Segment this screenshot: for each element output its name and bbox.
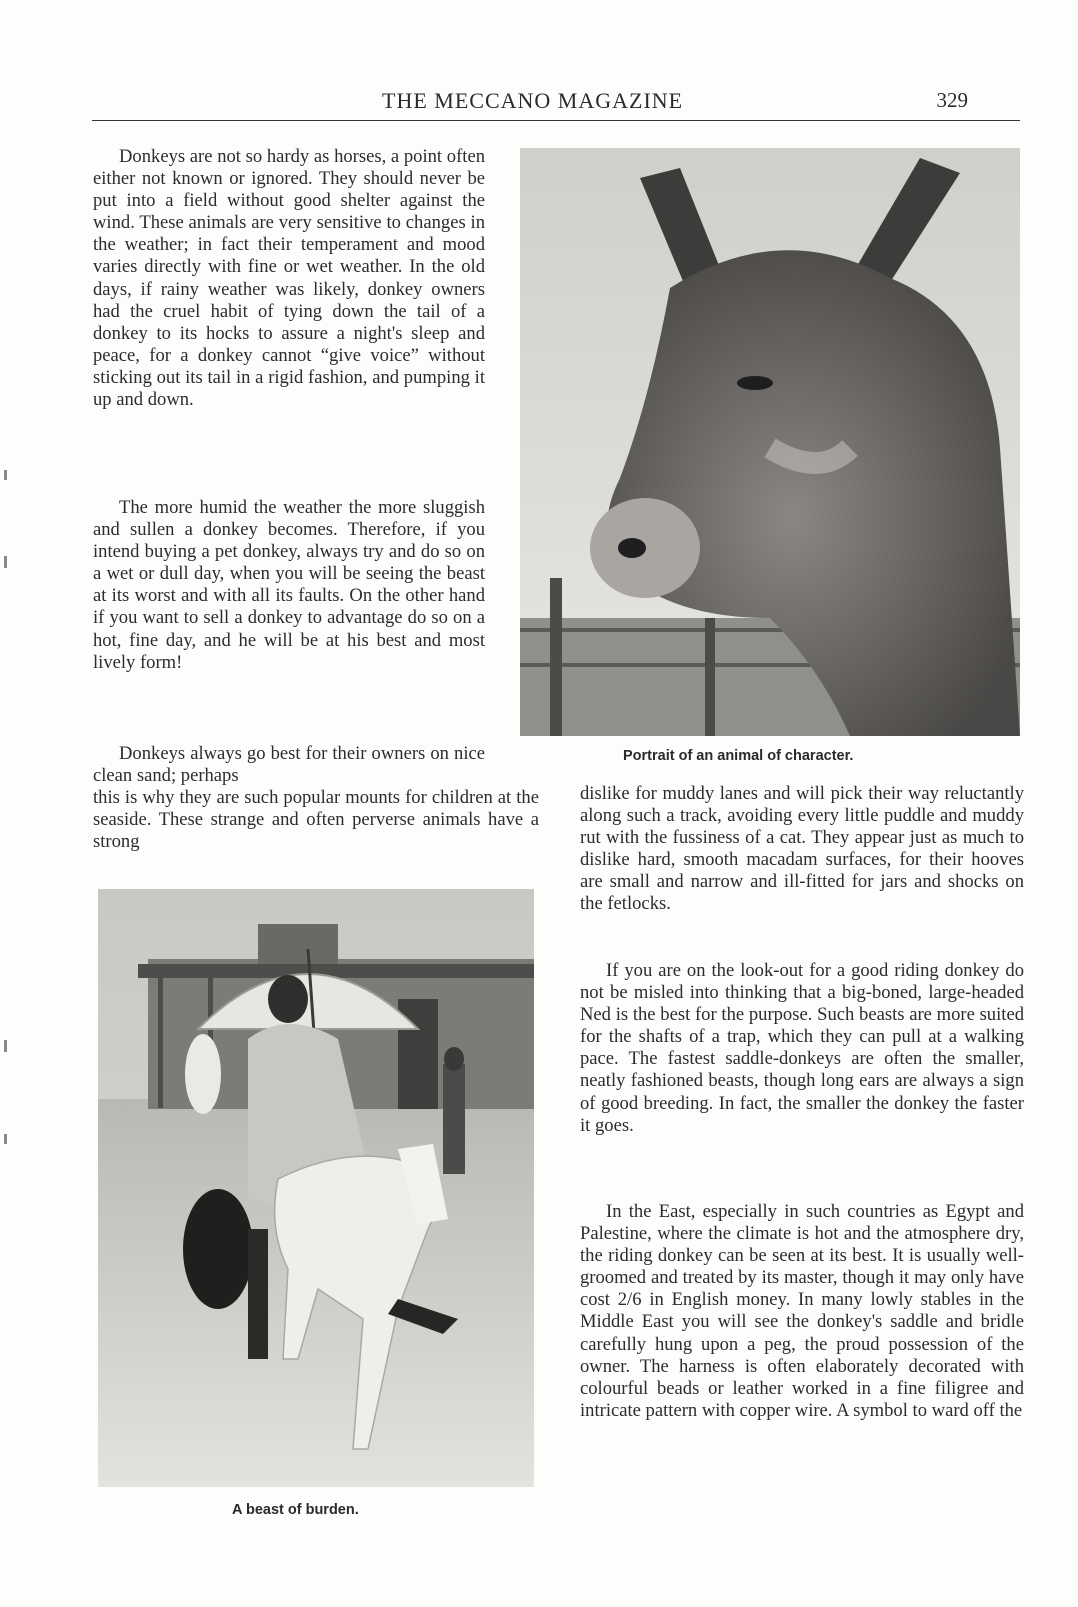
article-paragraph-3-start: Donkeys always go best for their owners on nice clean sand; perhaps <box>93 743 485 787</box>
page-edge-mark <box>4 1040 7 1052</box>
magazine-title: THE MECCANO MAGAZINE <box>382 88 684 113</box>
figure-caption-burden: A beast of burden. <box>232 1502 359 1518</box>
figure-caption-portrait: Portrait of an animal of character. <box>623 748 854 764</box>
article-paragraph-6: In the East, especially in such countries as Egypt and Palestine, where the climate is hot and the atmosphere dry, the riding donkey can be seen at its best. It is usually well-groomed and treated by its master, though it may only have cost 2/6 in English money. In many lowly stables in the Middle East you will see the donkey's saddle and bridle carefully hung upon a peg, the proud possession of the owner. The harness is often elaborately decorated with colourful beads or leather worked in a fine filigree and intricate pattern with copper wire. A symbol to ward off the <box>580 1201 1024 1421</box>
page-edge-mark <box>4 556 7 568</box>
article-paragraph-1: Donkeys are not so hardy as horses, a point often either not known or ignored. They should never be put into a field without good shelter against the wind. These animals are very sensitive to changes in the weather; in fact their temperament and mood varies directly with fine or wet weather. In the old days, if rainy weather was likely, donkey owners had the cruel habit of tying down the tail of a donkey to its hocks to assure a night's sleep and peace, for a donkey cannot “give voice” without sticking out its tail in a rigid fashion, and pumping it up and down. <box>93 146 485 411</box>
rider-on-donkey-photo <box>98 889 534 1487</box>
article-paragraph-3-continued: this is why they are such popular mounts for children at the seaside. These strange and often perverse animals have a strong <box>93 787 539 853</box>
running-header <box>92 86 1020 121</box>
page-number: 329 <box>936 88 968 112</box>
article-paragraph-4: dislike for muddy lanes and will pick their way reluctantly along such a track, avoiding every little puddle and muddy rut with the fussiness of a cat. They appear just as much to dislike hard, smooth macadam surfaces, for their hooves are small and narrow and ill-fitted for jars and shocks on the fetlocks. <box>580 783 1024 915</box>
donkey-portrait-photo <box>520 148 1020 736</box>
page-edge-mark <box>4 1134 7 1144</box>
article-paragraph-2: The more humid the weather the more sluggish and sullen a donkey becomes. Therefore, if you intend buying a pet donkey, always try and do so on a wet or dull day, when you will be seeing the beast at its worst and with all its faults. On the other hand if you want to sell a donkey to advantage do so on a hot, fine day, and he will be at his best and most lively form! <box>93 497 485 673</box>
article-paragraph-5: If you are on the look-out for a good riding donkey do not be misled into thinking that a big-boned, large-headed Ned is the best for the purpose. Such beasts are more suited for the shafts of a trap, which they can pull at a walking pace. The fastest saddle-donkeys are often the smaller, neatly fashioned beasts, though long ears are always a sign of good breeding. In fact, the smaller the donkey the faster it goes. <box>580 960 1024 1136</box>
page-edge-mark <box>4 470 7 480</box>
